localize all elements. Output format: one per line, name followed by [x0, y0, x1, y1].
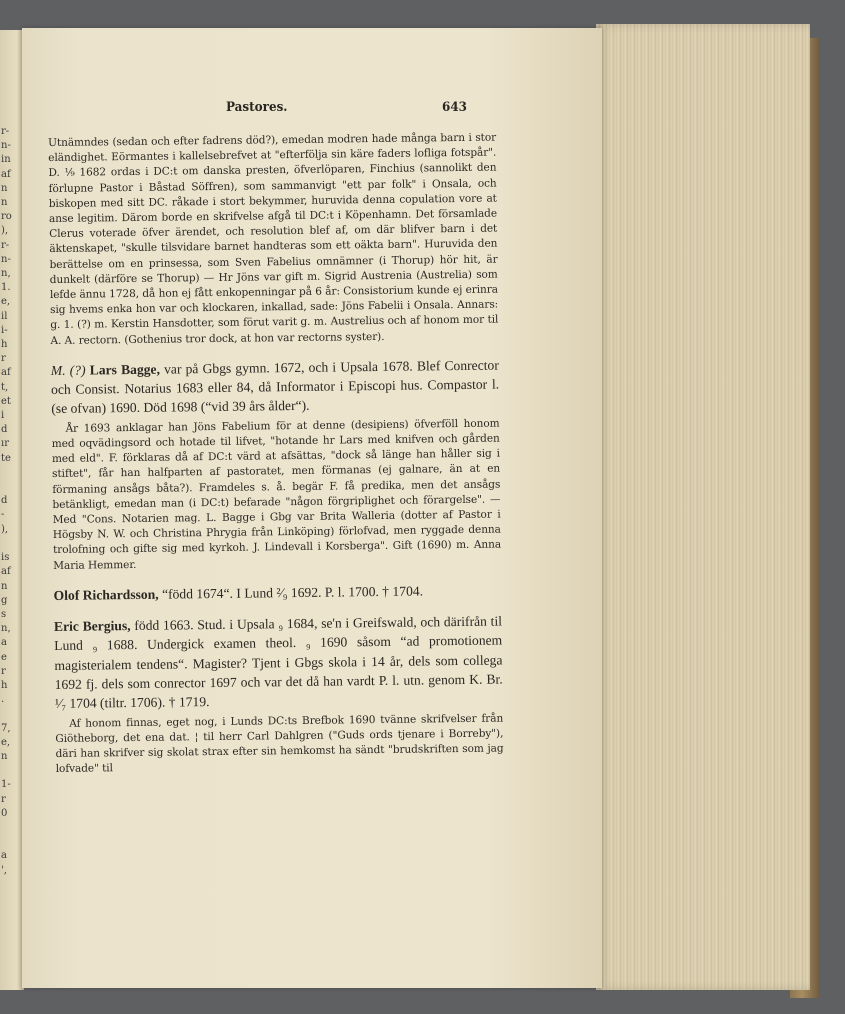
- entry-name: Olof Richardsson,: [53, 586, 159, 603]
- page-stack-edges: [596, 24, 810, 990]
- left-page-edge: [0, 30, 24, 990]
- paragraph-notes-3: Af honom finnas, eget nog, i Lunds DC:ts Brefbok 1690 tvänne skrifvelser från Giötheborg, det ena dat. ¦ til herr Carl Dahlgren ("Guds ords tjenare i Borreby"), däri han skrifver sig skolat strax efter sin hemkomst ha sändt "brudskriften som jag lofvade" til: [55, 712, 504, 776]
- entry-lars-bagge: [51, 355, 500, 418]
- entry-prefix: M. (?): [50, 362, 86, 378]
- entry-text: var på Gbgs gymn. 1672, och i Upsala 1678. Blef Conrector och Consist. Notarius 1683 eller 84, då Informator i Episcopi hus. Compastor l. (se ofvan) 1690. Död 1698 (“vid 39 års ålder“).: [51, 357, 500, 417]
- page-header: [22, 100, 602, 120]
- paragraph-notes-2: År 1693 anklagar han Jöns Fabelium för at denne (desipiens) öfverföll honom med oqvädingsord och hotade til lifvet, "hotande hr Lars med knifven och gården med eld". F. förklaras då af DC:t värd at afsättas, "dock så länge han håller sig i stiftet", får han halfparten af pastoratet, men förmanas (ej galnare, än at en förmaning ansågs båta?). Framdeles s. å. begär F. få predika, men det ansågs betänkligt, emedan man (i DC:t) befarade "någon förgriplighet och förargelse". — Med "Cons. Notarien mag. L. Bagge i Gbg var Brita Walleria (dotter af Pastor i Högsby N. W. och Christina Phrygia från Linköping) förlofvad, men ryggade denna trolofning och gifte sig med kyrkoh. J. Lindevall i Korsberga". Gift (1690) m. Anna Maria Hemmer.: [51, 417, 502, 572]
- entry-text: “född 1674“. I Lund ²⁄₉ 1692. P. l. 1700. † 1704.: [161, 583, 424, 602]
- entry-eric-bergius: [54, 612, 503, 714]
- entry-text: född 1663. Stud. i Upsala ₉ 1684, se'n i Greifswald, och därifrån til Lund ₉ 1688. Undergick examen theol. ₉ 1690 såsom “ad promotionem magisterialem tendens“. Magister? Tjent i Gbgs skola i 14 år, dels som collega 1692 fj. dels som conrector 1697 och var det då han vardt P. l. utn. genom K. Br. ¹⁄₇ 1704 (tiltr. 1706). † 1719.: [54, 613, 503, 712]
- entry-olof-richardsson: [53, 580, 501, 605]
- book-page: [22, 28, 602, 988]
- entry-name: Lars Bagge,: [89, 361, 161, 378]
- paragraph-notes-1: Utnämndes (sedan och efter fadrens död?), emedan modren hade många barn i stor eländighet. Eörmantes i kallelsebrefvet at "efterfölja sin käre faders lofliga fotspår". D. ¹⁄₉ 1682 ordas i DC:t om danska presten, öfverlöparen, Finchius (sannolikt den förlupne Pastor i Båstad Söffren), som sammanvigt "ett par folk" i Onsala, och biskopen med sitt DC. råkade i stort bekymmer, huruvida denna copulation vore at anse legitim. Därom borde en skrifvelse afgå til DC:t i Köpenhamn. Det församlade Clerus voterade öfver ärendet, och resolution blef af, om där blifver barn i det äktenskapet, "skulle tilsvidare barnet handteras som ett oäkta barn". Huruvida den berättelse om en prinsessa, som Sven Fabelius omnämner (i Thorup) hör hit, är dunkelt (därföre se Thorup) — Hr Jöns var gift m. Sigrid Austrenia (Austrelia) som lefde ännu 1728, då hon ej fått enkopenningar på 6 år: Consistorium kunde ej erinra sig hvems enka hon var och klockaren, inkallad, sade: Jöns Fabelii i Onsala. Annars: g. 1. (?) m. Kerstin Hansdotter, som förut varit g. m. Austrelius och af honom mor til A. A. rectorn. (Gothenius tror dock, at hon var rectorns syster).: [48, 131, 499, 347]
- page-number: 643: [442, 100, 467, 115]
- page-body: [48, 131, 504, 778]
- running-head: Pastores.: [226, 100, 288, 115]
- entry-name: Eric Bergius,: [53, 618, 131, 635]
- left-page-edge-text: r- n- in af n n ro ), r- n- n, 1. e, il i- h r af t, et i d ır te d - ), is af n g s n, a e r h . 7, e, n 1- r 0 a ',: [1, 126, 12, 876]
